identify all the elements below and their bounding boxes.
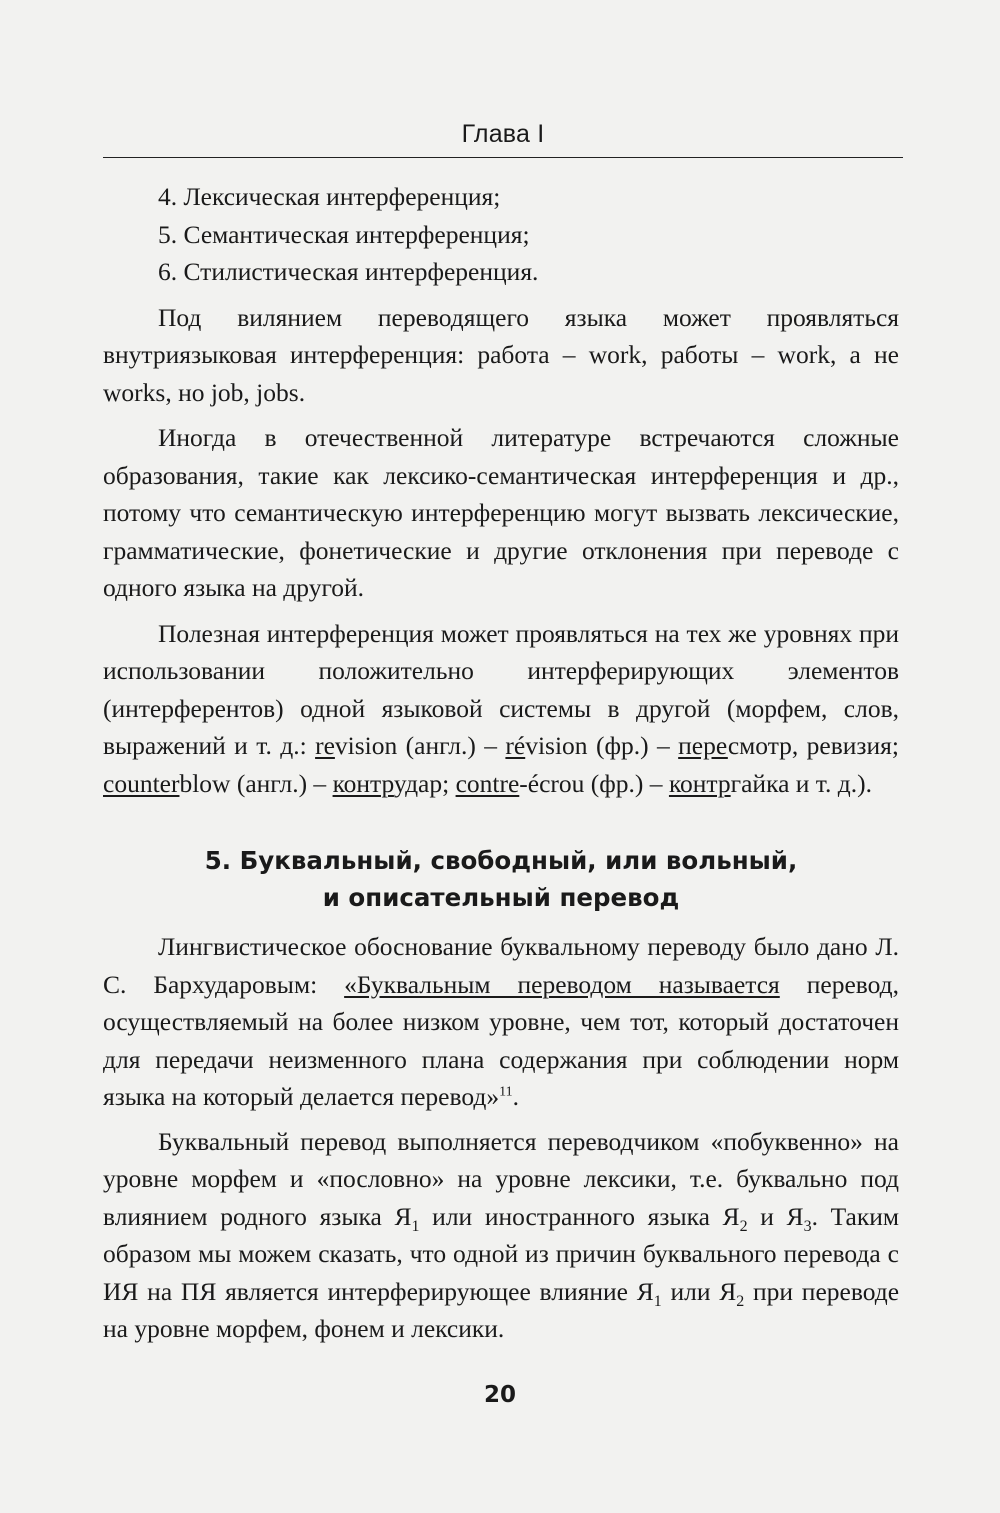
paragraph-text: Лингвистическое обоснование буквальному переводу было дано Л. С. Бархударовым: [103,932,899,999]
footnote-ref: 11 [499,1084,513,1100]
paragraph-text: удар; [393,768,456,798]
section-heading [103,842,899,916]
paragraph-useful-interference [103,615,899,803]
paragraph-text: перевод, осуществляемый на более низком уровне, чем тот, который достаточен для передачи неизменного плана содержания при соблюдении норм языка на который делается перевод» [103,969,899,1111]
running-head: Глава I [461,120,545,148]
underlined-morpheme: contre [455,768,520,798]
paragraph-text: -écrou (фр.) – [519,768,669,798]
subscript: 3 [803,1217,812,1235]
paragraph-text: при переводе на уровне морфем, фонем и лексики. [103,1276,900,1343]
underlined-quote: «Буквальным переводом называется [344,969,780,999]
paragraph-text: blow (англ.) – [179,768,333,798]
underlined-morpheme: пере [678,731,728,760]
paragraph-intralingual: Под вилянием переводящего языка может проявляться внутриязыковая интерференция: работа – work, работы – work, а не works, но job, jobs. [103,302,899,407]
underlined-morpheme: контр [332,768,394,798]
paragraph-text: vision (англ.) – [334,731,506,760]
underlined-morpheme: контр [668,768,731,798]
paragraph-text: гайка и т. д.). [730,768,872,798]
paragraph-barkhudarov [103,928,899,1116]
header-rule [103,157,903,158]
list-item: 5. Семантическая интерференция; [158,219,530,249]
paragraph-literal-translation [103,1123,899,1348]
paragraph-text: . [512,1082,519,1111]
subscript: 2 [736,1292,745,1310]
subscript: 1 [653,1292,662,1310]
paragraph-compound-forms: Иногда в отечественной литературе встречаются сложные образования, такие как лексико-семантическая интерференция и др., потому что семантическую интерференцию могут вызвать лексические, грамматические, фонетические и другие отклонения при переводе с одного языка на другой. [103,423,899,602]
underlined-morpheme: ré [505,731,526,760]
list-item: 6. Стилистическая интерференция. [158,257,539,286]
underlined-morpheme: re [315,731,335,760]
paragraph-text: . Таким образом мы можем сказать, что одной из причин буквального перевода с ИЯ на ПЯ является интерферирующее влияние Я [103,1201,900,1306]
section-heading-line: 5. Буквальный, свободный, или вольный, [204,846,798,875]
paragraph-text: или Я [661,1276,737,1306]
paragraph-text: Полезная интерференция может проявляться на тех же уровнях при использовании положительно интерферирующих элементов (интерферентов) одной языковой системы в другой (морфем, слов, выражений и т. д.: [103,618,899,760]
paragraph-text: Буквальный перевод выполняется переводчиком «побуквенно» на уровне морфем и «пословно» на уровне лексики, т.е. буквально под влиянием родного языка Я [103,1126,899,1231]
paragraph-text: смотр, ревизия; [727,731,899,760]
section-heading-line: и описательный перевод [322,883,680,912]
paragraph-text: vision (фр.) – [525,731,679,760]
list-item: 4. Лексическая интерференция; [158,182,501,211]
page-number: 20 [483,1382,516,1408]
subscript: 1 [411,1217,420,1235]
page-body [103,178,899,1348]
underlined-morpheme: counter [103,768,180,798]
paragraph-text: и Я [747,1201,804,1231]
subscript: 2 [739,1217,748,1235]
paragraph-text: или иностранного языка Я [419,1201,740,1231]
